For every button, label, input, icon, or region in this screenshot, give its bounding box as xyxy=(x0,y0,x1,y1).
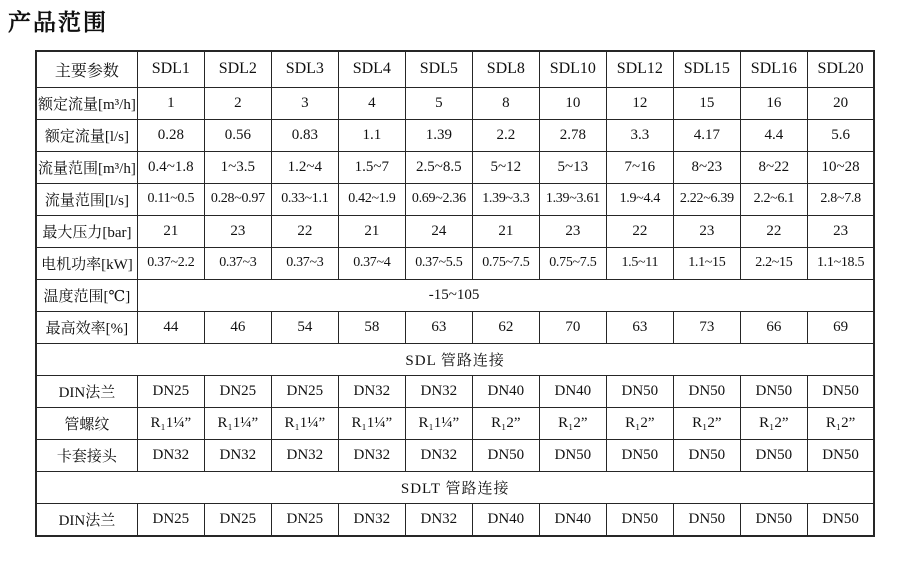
table-cell: 0.28~0.97 xyxy=(204,183,271,215)
table-cell: DN25 xyxy=(271,503,338,536)
table-cell: 12 xyxy=(606,87,673,119)
table-row xyxy=(36,119,874,151)
table-cell: 66 xyxy=(740,311,807,343)
table-cell: 0.75~7.5 xyxy=(472,247,539,279)
table-row xyxy=(36,183,874,215)
table-row xyxy=(36,311,874,343)
table-cell: 22 xyxy=(740,215,807,247)
table-cell: DN40 xyxy=(539,503,606,536)
table-cell: DN50 xyxy=(539,439,606,471)
table-cell: DN32 xyxy=(338,439,405,471)
table-cell: 20 xyxy=(807,87,874,119)
table-row xyxy=(36,279,874,311)
table-cell: 0.37~3 xyxy=(204,247,271,279)
table-cell: DN25 xyxy=(137,375,204,407)
table-cell: 10 xyxy=(539,87,606,119)
table-cell: DN32 xyxy=(338,503,405,536)
column-header-model: SDL8 xyxy=(472,51,539,88)
table-cell: R₁1¼” xyxy=(137,407,204,439)
table-cell: 2.2~15 xyxy=(740,247,807,279)
row-label: 温度范围[℃] xyxy=(36,279,137,311)
row-label: 流量范围[m³/h] xyxy=(36,151,137,183)
table-cell: 0.11~0.5 xyxy=(137,183,204,215)
table-cell: 23 xyxy=(673,215,740,247)
table-cell: R₁2” xyxy=(539,407,606,439)
section-row xyxy=(36,343,874,375)
table-cell: 1.39~3.3 xyxy=(472,183,539,215)
table-cell-merged: -15~105 xyxy=(137,279,874,311)
table-cell: R₁2” xyxy=(740,407,807,439)
table-cell: 63 xyxy=(606,311,673,343)
row-label: 额定流量[l/s] xyxy=(36,119,137,151)
table-cell: 0.37~4 xyxy=(338,247,405,279)
table-cell: DN50 xyxy=(740,439,807,471)
table-cell: 5.6 xyxy=(807,119,874,151)
table-cell: DN50 xyxy=(472,439,539,471)
table-cell: 1.5~11 xyxy=(606,247,673,279)
section-header: SDL 管路连接 xyxy=(36,343,874,375)
table-cell: 1~3.5 xyxy=(204,151,271,183)
table-cell: 2.5~8.5 xyxy=(405,151,472,183)
table-cell: 1.39~3.61 xyxy=(539,183,606,215)
table-cell: DN50 xyxy=(673,503,740,536)
table-cell: 8~23 xyxy=(673,151,740,183)
table-cell: 1.1~15 xyxy=(673,247,740,279)
column-header-model: SDL16 xyxy=(740,51,807,88)
table-cell: DN50 xyxy=(740,503,807,536)
table-header-row xyxy=(36,51,874,88)
table-row xyxy=(36,375,874,407)
table-cell: 1.39 xyxy=(405,119,472,151)
table-cell: 0.4~1.8 xyxy=(137,151,204,183)
table-cell: 4.17 xyxy=(673,119,740,151)
table-cell: DN40 xyxy=(539,375,606,407)
table-cell: 1.2~4 xyxy=(271,151,338,183)
table-cell: 23 xyxy=(204,215,271,247)
table-cell: 2.8~7.8 xyxy=(807,183,874,215)
table-cell: 58 xyxy=(338,311,405,343)
table-cell: R₁1¼” xyxy=(271,407,338,439)
table-cell: 0.56 xyxy=(204,119,271,151)
table-cell: 0.37~5.5 xyxy=(405,247,472,279)
table-cell: 0.28 xyxy=(137,119,204,151)
table-cell: 21 xyxy=(137,215,204,247)
table-cell: DN50 xyxy=(673,439,740,471)
table-cell: 0.33~1.1 xyxy=(271,183,338,215)
table-cell: 0.37~2.2 xyxy=(137,247,204,279)
table-cell: 3 xyxy=(271,87,338,119)
table-cell: 1.1~18.5 xyxy=(807,247,874,279)
table-cell: DN32 xyxy=(405,503,472,536)
row-label: 卡套接头 xyxy=(36,439,137,471)
table-cell: 24 xyxy=(405,215,472,247)
row-label: 额定流量[m³/h] xyxy=(36,87,137,119)
table-cell: DN25 xyxy=(204,375,271,407)
table-cell: DN32 xyxy=(405,439,472,471)
table-cell: 8 xyxy=(472,87,539,119)
table-cell: 1.5~7 xyxy=(338,151,405,183)
table-cell: 4.4 xyxy=(740,119,807,151)
table-cell: 1 xyxy=(137,87,204,119)
table-row xyxy=(36,439,874,471)
column-header-model: SDL20 xyxy=(807,51,874,88)
table-cell: DN50 xyxy=(606,503,673,536)
table-cell: 2.78 xyxy=(539,119,606,151)
table-cell: DN32 xyxy=(137,439,204,471)
table-row xyxy=(36,215,874,247)
table-cell: 22 xyxy=(606,215,673,247)
table-cell: 5~12 xyxy=(472,151,539,183)
table-cell: DN50 xyxy=(807,503,874,536)
table-cell: 15 xyxy=(673,87,740,119)
table-cell: 1.9~4.4 xyxy=(606,183,673,215)
table-cell: 5~13 xyxy=(539,151,606,183)
column-header-model: SDL4 xyxy=(338,51,405,88)
table-row xyxy=(36,503,874,536)
table-cell: 46 xyxy=(204,311,271,343)
table-cell: 7~16 xyxy=(606,151,673,183)
table-cell: 0.83 xyxy=(271,119,338,151)
table-cell: R₁2” xyxy=(606,407,673,439)
column-header-model: SDL3 xyxy=(271,51,338,88)
table-cell: 73 xyxy=(673,311,740,343)
table-cell: DN50 xyxy=(807,439,874,471)
table-cell: DN32 xyxy=(271,439,338,471)
table-row xyxy=(36,151,874,183)
table-cell: 4 xyxy=(338,87,405,119)
column-header-model: SDL12 xyxy=(606,51,673,88)
table-cell: 0.37~3 xyxy=(271,247,338,279)
table-cell: DN50 xyxy=(740,375,807,407)
table-cell: 16 xyxy=(740,87,807,119)
table-row xyxy=(36,87,874,119)
table-cell: DN50 xyxy=(807,375,874,407)
table-cell: DN25 xyxy=(137,503,204,536)
table-cell: 0.69~2.36 xyxy=(405,183,472,215)
table-cell: DN40 xyxy=(472,375,539,407)
table-cell: 2.2~6.1 xyxy=(740,183,807,215)
column-header-params: 主要参数 xyxy=(36,51,137,88)
table-cell: 3.3 xyxy=(606,119,673,151)
table-cell: R₁2” xyxy=(807,407,874,439)
table-cell: DN50 xyxy=(606,375,673,407)
table-cell: R₁1¼” xyxy=(204,407,271,439)
table-cell: 0.42~1.9 xyxy=(338,183,405,215)
column-header-model: SDL5 xyxy=(405,51,472,88)
table-cell: DN40 xyxy=(472,503,539,536)
table-cell: 63 xyxy=(405,311,472,343)
row-label: 电机功率[kW] xyxy=(36,247,137,279)
table-cell: 23 xyxy=(539,215,606,247)
column-header-model: SDL15 xyxy=(673,51,740,88)
row-label: DIN法兰 xyxy=(36,375,137,407)
table-cell: 8~22 xyxy=(740,151,807,183)
table-cell: R₁1¼” xyxy=(338,407,405,439)
table-cell: 54 xyxy=(271,311,338,343)
table-cell: 21 xyxy=(472,215,539,247)
table-cell: 62 xyxy=(472,311,539,343)
table-cell: R₁2” xyxy=(673,407,740,439)
column-header-model: SDL10 xyxy=(539,51,606,88)
table-cell: 10~28 xyxy=(807,151,874,183)
table-cell: DN50 xyxy=(606,439,673,471)
product-range-table xyxy=(35,50,875,537)
table-cell: 2 xyxy=(204,87,271,119)
table-cell: 1.1 xyxy=(338,119,405,151)
table-cell: 69 xyxy=(807,311,874,343)
table-cell: 2.2 xyxy=(472,119,539,151)
row-label: 流量范围[l/s] xyxy=(36,183,137,215)
table-cell: DN32 xyxy=(338,375,405,407)
table-cell: 44 xyxy=(137,311,204,343)
table-cell: 2.22~6.39 xyxy=(673,183,740,215)
table-cell: R₁2” xyxy=(472,407,539,439)
table-cell: 21 xyxy=(338,215,405,247)
table-cell: 0.75~7.5 xyxy=(539,247,606,279)
row-label: 最大压力[bar] xyxy=(36,215,137,247)
page-title: 产品范围 xyxy=(8,9,108,35)
row-label: 管螺纹 xyxy=(36,407,137,439)
table-cell: DN25 xyxy=(271,375,338,407)
table-cell: 70 xyxy=(539,311,606,343)
section-header: SDLT 管路连接 xyxy=(36,471,874,503)
table-cell: 22 xyxy=(271,215,338,247)
table-cell: DN50 xyxy=(673,375,740,407)
section-row xyxy=(36,471,874,503)
table-row xyxy=(36,407,874,439)
table-cell: DN25 xyxy=(204,503,271,536)
table-cell: 23 xyxy=(807,215,874,247)
table-cell: 5 xyxy=(405,87,472,119)
table-cell: DN32 xyxy=(204,439,271,471)
row-label: DIN法兰 xyxy=(36,503,137,536)
table-cell: R₁1¼” xyxy=(405,407,472,439)
table-row xyxy=(36,247,874,279)
column-header-model: SDL2 xyxy=(204,51,271,88)
column-header-model: SDL1 xyxy=(137,51,204,88)
table-cell: DN32 xyxy=(405,375,472,407)
row-label: 最高效率[%] xyxy=(36,311,137,343)
